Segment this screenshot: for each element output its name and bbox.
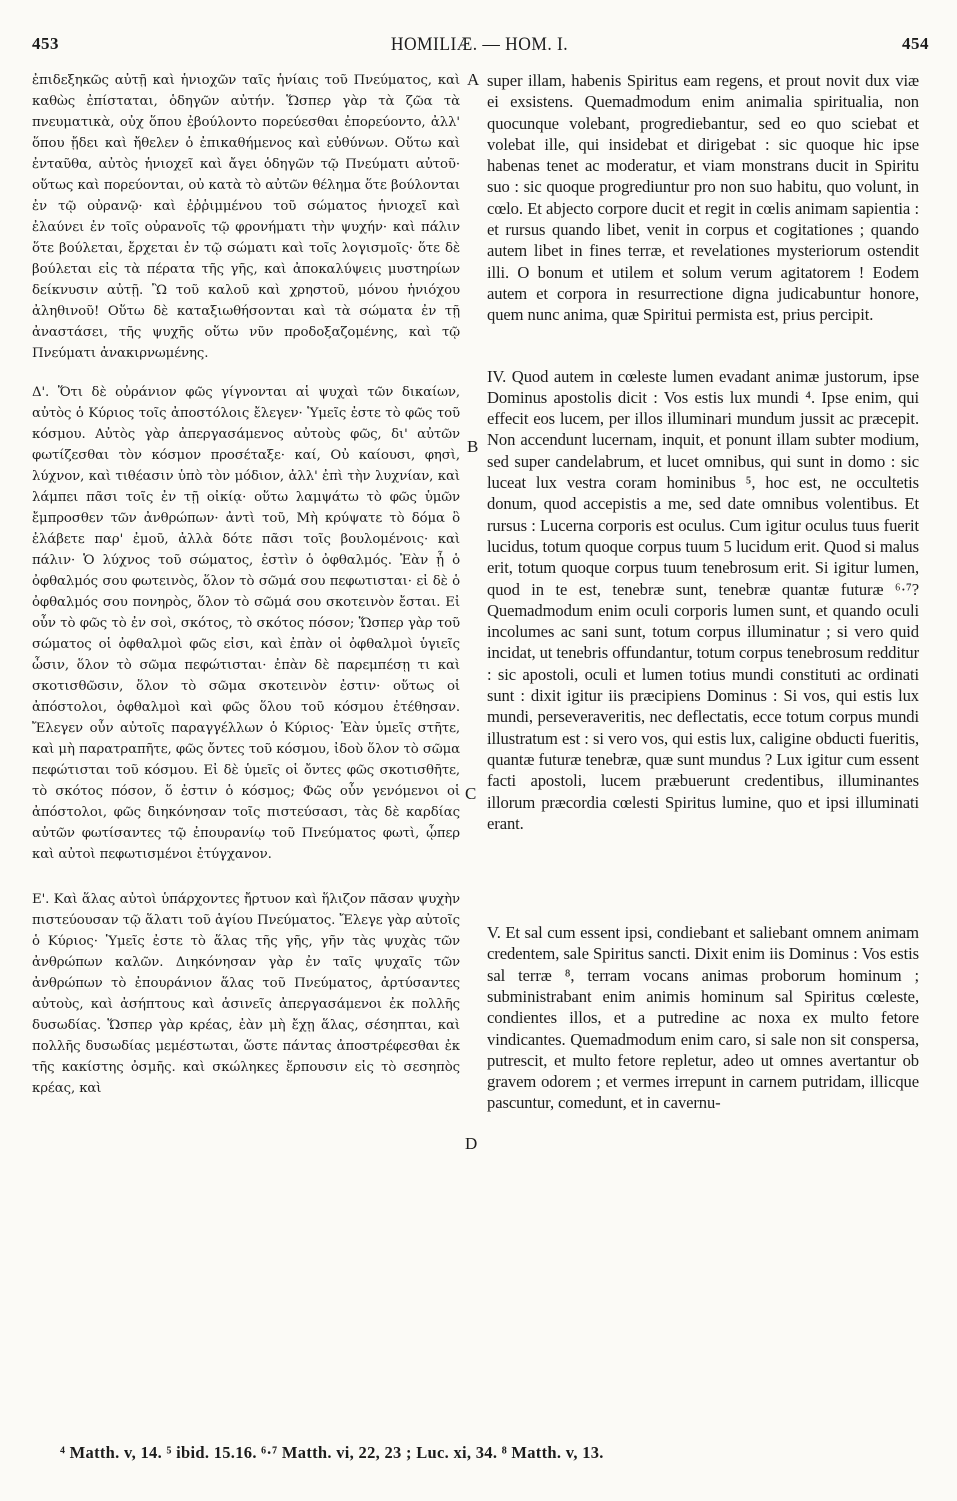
greek-paragraph-3: Ε'. Καὶ ἅλας αὐτοὶ ὑπάρχοντες ἤρτυον καὶ ἥλιζον πᾶσαν ψυχὴν πιστεύουσαν τῷ ἅλατι τοῦ ἁγίου Πνεύματος. Ἔλεγε γὰρ αὐτοῖς ὁ Κύριος· Ὑμεῖς ἐστε τὸ ἅλας τῆς γῆς, γῆν τὰς ψυχὰς τῶν ἀνθρώπων καλῶν. Διηκόνησαν γὰρ ἐν ταῖς ψυχαῖς τῶν ἀνθρώπων τὸ ἐπουράνιον ἅλας τοῦ Πνεύματος, ἀρτύσαντες αὐτοὺς, καὶ ἀσήπτους καὶ ἀσινεῖς ἀπεργασάμενοι ἐκ πολλῆς δυσωδίας. Ὥσπερ γὰρ κρέας, ἐὰν μὴ ἔχῃ ἅλας, σέσηπται, καὶ πολλῆς δυσωδίας μεμέστωται, ὥστε πάντας ἀποστρέφεσθαι ἐκ τῆς κακίστης ὀσμῆς. καὶ σκώληκες ἕρπουσιν εἰς τὸ σεσηπὸς κρέας, καὶ	[32, 892, 460, 1096]
greek-paragraph-1: ἐπιδεξηκῶς αὐτῇ καὶ ἡνιοχῶν ταῖς ἡνίαις τοῦ Πνεύματος, καὶ καθὼς ἐπίσταται, ὁδηγῶν αὐτήν. Ὥσπερ γὰρ τὰ ζῶα τὰ πνευματικὰ, οὐχ ὅπου ἐβούλοντο πορεύεσθαι ἐπορεύοντο, ἀλλ' ὅπου ᾔδει καὶ ἤθελεν ὁ ἐπικαθήμενος καὶ εὐθύνων. Οὕτω καὶ ἐνταῦθα, αὐτὸς ἡνιοχεῖ καὶ ἄγει ὁδηγῶν τῷ Πνεύματι αὐτοῦ· οὕτως καὶ πορεύονται, οὐ κατὰ τὸ αὐτῶν θέλημα ὅτε βούλονται ἐν τῷ οὐρανῷ· καὶ ἐῤῥιμμένου τοῦ σώματος ἡνιοχεῖ καὶ ἐλαύνει ἐν τοῖς οὐρανοῖς τῷ φρονήματι τὴν ψυχήν· καὶ πάλιν ὅτε βούλεται, ἔρχεται ἐν τῷ σώματι καὶ τοῖς λογισμοῖς· ὅτε δὲ βούλεται εἰς τὰ πέρατα τῆς γῆς, καὶ ἀποκαλύψεις μυστηρίων δείκνυσιν αὐτῇ. Ὢ τοῦ καλοῦ καὶ χρηστοῦ, μόνου ἡνιόχου ἀληθινοῦ! Οὕτω δὲ καταξιωθήσονται καὶ τὰ σώματα ἐν τῇ ἀναστάσει, τῆς ψυχῆς οὕτω νῦν προδοξαζομένης, καὶ τῷ Πνεύματι ἀνακιρνωμένης.	[32, 73, 460, 361]
greek-paragraph-2: Δ'. Ὅτι δὲ οὐράνιον φῶς γίγνονται αἱ ψυχαὶ τῶν δικαίων, αὐτὸς ὁ Κύριος τοῖς ἀποστόλοις ἔλεγεν· Ὑμεῖς ἐστε τὸ φῶς τοῦ κόσμου. Αὐτὸς γὰρ ἀπεργασάμενος αὐτοὺς φῶς, δι' αὐτῶν φωτίζεσθαι τὸν κόσμον προσέταξε· καί, Οὐ καίουσι, φησὶ, λύχνον, καὶ τιθέασιν ὑπὸ τὸν μόδιον, ἀλλ' ἐπὶ τὴν λυχνίαν, καὶ λάμπει πᾶσι τοῖς ἐν τῇ οἰκίᾳ· οὕτω λαμψάτω τὸ φῶς ὑμῶν ἔμπροσθεν τῶν ἀνθρώπων· ἀντὶ τοῦ, Μὴ κρύψατε τὸ δόμα ὃ ἐλάβετε παρ' ἐμοῦ, ἀλλὰ δότε πᾶσι τοῖς βουλομένοις· καὶ πάλιν· Ὁ λύχνος τοῦ σώματος, ἐστὶν ὁ ὀφθαλμός. Ἐὰν ᾖ ὁ ὀφθαλμός σου φωτεινὸς, ὅλον τὸ σῶμά σου πεφωτισται· εἰ δὲ ὁ ὀφθαλμός σου πονηρὸς, ὅλον τὸ σῶμά σου σκοτεινὸν ἔσται. Εἰ οὖν τὸ φῶς τὸ ἐν σοὶ, σκότος, τὸ σκότος πόσον; Ὥσπερ γὰρ τοῦ σώματος οἱ ὀφθαλμοὶ φῶς εἰσι, καὶ ἐπὰν οἱ ὀφθαλμοὶ ὑγιεῖς ὦσιν, ὅλον τὸ σῶμα πεφώτισται· ἐπὰν δὲ παρεμπέσῃ τι καὶ σκοτισθῶσιν, ὅλον τὸ σῶμα σκοτεινὸν ἐστιν· οὕτως οἱ ἀπόστολοι, ὀφθαλμοὶ καὶ φῶς ὅλου τοῦ κόσμου ἐτέθησαν. Ἔλεγεν οὖν αὐτοῖς παραγγέλλων ὁ Κύριος· Ἐὰν ὑμεῖς στῆτε, καὶ μὴ παρατραπῆτε, φῶς ὄντες τοῦ κόσμου, ἰδοὺ ὅλον τὸ σῶμα πεφώτισται τοῦ κόσμου. Εἰ δὲ ὑμεῖς οἱ ὄντες φῶς σκοτισθῆτε, τὸ σκότος πόσον, ὅ ἐστιν ὁ κόσμος; Φῶς οὖν γενόμενοι οἱ ἀπόστολοι, φῶς διηκόνησαν τοῖς πιστεύσασι, τὰς δὲ καρδίας αὐτῶν φωτίσαντες τῷ ἐπουρανίῳ τοῦ Πνεύματος φωτὶ, ᾧπερ καὶ αὐτοὶ πεφωτισμένοι ἐτύγχανον.	[32, 385, 460, 862]
greek-column	[32, 70, 460, 1099]
margin-marker-a: A	[467, 70, 480, 89]
margin-marker-b: B	[467, 437, 479, 456]
latin-paragraph-1: super illam, habenis Spiritus eam regens, et prout novit dux viæ ei exsistens. Quemadmodum enim animalia spiritualia, non quocunque volebant, progrediebantur, sed eo quo sciebat et volebat ille, qui insidebat et dirigebat : sic quoque hic ipse habenas tenet ac moderatur, et viam monstrans ducit in Spiritu suo : sic quoque progrediuntur pro non suo habitu, quo volunt, in cœlo. Et abjecto corpore ducit et regit in cœlis animam sapientia : et rursus quando libet, venit in corpus et cogitationes ; quando autem libet in fines terræ, et revelationes mysteriorum ostendit illi. O bonum et utilem et solum verum agitatorem ! Eodem autem et corpora in resurrectione digna judicabuntur honore, quem nunc anima, quæ Spiritui permista est, prius percipit.	[487, 71, 919, 325]
latin-paragraph-2: IV. Quod autem in cœleste lumen evadant animæ justorum, ipse Dominus apostolis dicit : Vos estis lux mundi ⁴. Ipse enim, qui effecit eos lucem, per illos illuminari mundum jussit ac præcepit. Non accendunt lucernam, inquit, et ponunt illam subter modium, sed super candelabrum, et lucet omnibus, qui sunt in domo : sic luceat lux vestra coram hominibus ⁵, hoc est, ne occultetis donum, quod accepistis a me, sed date omnibus volentibus. Et rursus : Lucerna corporis est oculus. Cum igitur oculus tuus fuerit lucidus, totum quoque corpus tuum 5 lucidum erit. Quod si malus erit, totum quoque corpus tuum tenebrosum erit. Si igitur lumen, quod in te est, tenebræ sunt, tenebræ quantæ futuræ ⁶·⁷? Quemadmodum enim oculi corporis lumen sunt, et quando oculi incolumes ac sani sunt, totum corpus illuminatur ; si vero quid incidat, ut tenebris offundantur, totum corpus tenebrosum redditur : sic apostoli, oculi et lumen totius mundi constituti ac ordinati sunt : dixit igitur iis præcipiens Dominus : Si vos, qui estis lux mundi, perseveraveritis, nec deflectatis, ecce totum corpus mundi illustratum est : si vero vos, qui estis lux, caligine obducti fueritis, quantæ futuræ tenebræ, quæ sunt mundus ? Lux igitur cum essent facti apostoli, lucem præbuerunt credentibus, illuminantes illorum præcordia cœlesti Spiritus lumine, quo et ipsi illuminati erant.	[487, 366, 919, 833]
margin-marker-d: D	[465, 1134, 478, 1153]
running-head: HOMILIÆ. — HOM. I.	[390, 34, 569, 55]
page-number-left: 453	[32, 34, 59, 53]
latin-paragraph-3: V. Et sal cum essent ipsi, condiebant et saliebant omnem animam credentem, sale Spiritus sancti. Dixit enim iis Dominus : Vos estis sal terræ ⁸, terram vocans animas proborum hominum ; subministrabant enim animis hominum sal Spiritus cœleste, condientes illos, et a putredine ac noxa ex multo fetore vindicantes. Quemadmodum enim caro, si sale non sit conspersa, putrescit, et multo fetore repletur, adeo ut omnes avertantur ob gravem odorem ; et vermes irrepunt in carnem putridam, illicque pascuntur, comedunt, et in cavernu-	[487, 923, 919, 1113]
margin-marker-c: C	[465, 784, 477, 803]
page-header	[30, 34, 929, 60]
page-number-right: 454	[902, 34, 929, 53]
latin-column	[487, 70, 919, 1114]
footnotes: ⁴ Matth. v, 14. ⁵ ibid. 15.16. ⁶·⁷ Matth. vi, 22, 23 ; Luc. xi, 34. ⁸ Matth. v, 13.	[60, 1443, 604, 1462]
